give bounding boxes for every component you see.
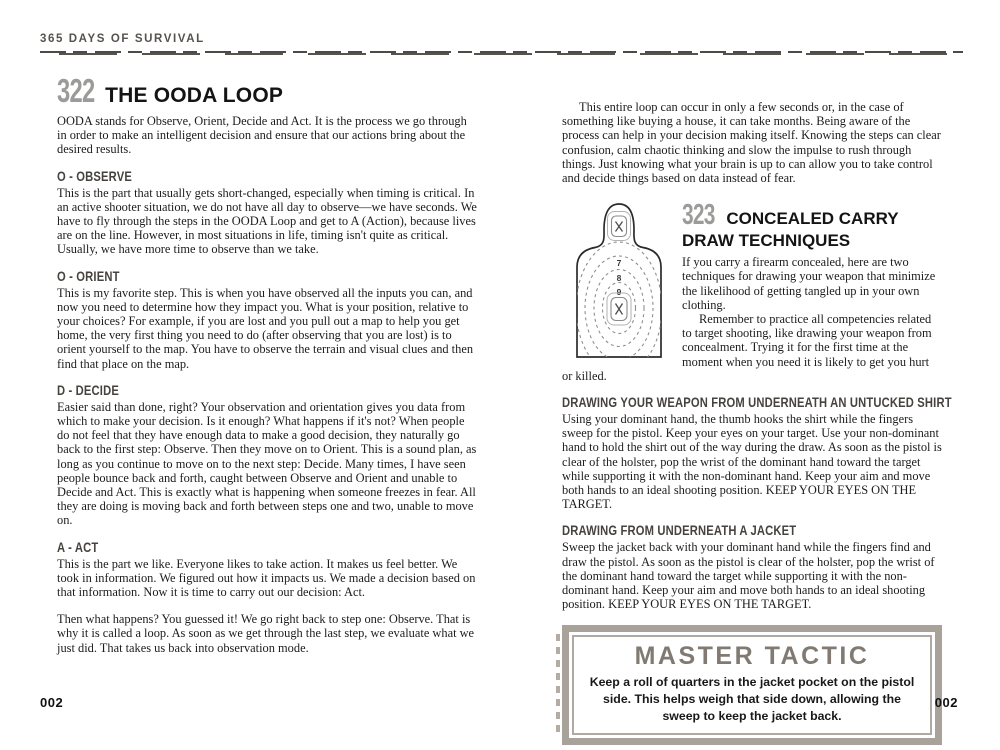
page-number-right: 002 (934, 695, 958, 710)
entry-323-title-line2: DRAW TECHNIQUES (682, 231, 851, 251)
paragraph: Remember to practice all competencies related to target shooting, like drawing your weapon from concealment. Trying it for the first time at the moment when you need it is likely to get you hurt or killed. (562, 312, 932, 383)
subhead-jacket: DRAWING FROM UNDERNEATH A JACKET (562, 522, 797, 539)
paragraph: Sweep the jacket back with your dominant hand while the fingers find and draw the pistol. As soon as the pistol is clear of the holster, pop the wrist of the dominant hand toward the target while supporting it with the non-dominant hand. Keep your aim and move both hands to an ideal shooting position. KEEP YOUR EYES ON THE TARGET. (562, 540, 935, 612)
entry-322-title: THE OODA LOOP (105, 84, 284, 107)
master-tactic-inner (572, 635, 932, 734)
ring-label-9: 9 (616, 287, 622, 298)
subhead-observe: O - OBSERVE (57, 167, 132, 184)
header-rule (40, 51, 963, 56)
entry-322-number: 322 (57, 72, 95, 109)
master-tactic-text: Keep a roll of quarters in the jacket pocket on the pistol side. This helps weigh that side down, allowing the sweep to keep the jacket back. (589, 674, 915, 723)
subhead-act: A - ACT (57, 538, 99, 555)
paragraph: Using your dominant hand, the thumb hooks the shirt while the fingers sweep for the pistol. Keep your eyes on your target. Use your non-dominant hand to hold the shirt out of the way during the draw. As soon as the pistol is clear of the holster, pop the wrist of the dominant hand toward the target while supporting it with the non-dominant hand. Keep your aim and move both hands to an ideal shooting position. KEEP YOUR EYES ON THE TARGET. (562, 412, 942, 512)
master-tactic-title: MASTER TACTIC (634, 642, 870, 671)
page-number-left: 002 (40, 695, 64, 710)
ring-label-8: 8 (616, 273, 622, 284)
paragraph: OODA stands for Observe, Orient, Decide and Act. It is the process we go through in order to make an intelligent decision and ensure that our actions bring about the desired results. (57, 114, 467, 157)
running-head: 365 DAYS OF SURVIVAL (40, 33, 205, 45)
entry-323-title-line1: CONCEALED CARRY (726, 209, 899, 229)
paragraph: If you carry a firearm concealed, here are two techniques for drawing your weapon that minimize the likelihood of getting tangled up in your own clothing. (682, 255, 936, 312)
entry-322-heading (57, 72, 478, 110)
paragraph: Then what happens? You guessed it! We go right back to step one: Observe. That is why it is called a loop. As soon as we get through the last step, we evaluate what we just did. That takes us back into observation mode. (57, 612, 475, 655)
paragraph: This is the part that usually gets short-changed, especially when timing is critical. In an active shooter situation, we do not have all day to observe—we have seconds. We have to fly through the steps in the OODA Loop and get to A (Action), because lives are on the line. However, in most situations in life, timing isn't quite as critical. Usually, we have more time to observe than we take. (57, 185, 477, 257)
entry-323-heading (682, 199, 942, 232)
subhead-decide: D - DECIDE (57, 381, 119, 398)
entry-323-number: 323 (682, 199, 715, 232)
subhead-orient: O - ORIENT (57, 267, 120, 284)
master-tactic-box (562, 625, 942, 744)
subhead-untucked-shirt: DRAWING YOUR WEAPON FROM UNDERNEATH AN UNTUCKED SHIRT (562, 394, 952, 411)
ring-label-7: 7 (616, 258, 622, 269)
silhouette-target-icon (572, 201, 666, 359)
paragraph: This entire loop can occur in only a few seconds or, in the case of something like buying a house, it can take months. Being aware of the process can help in your decision making itself. Knowing the steps can clear confusion, calm chaotic thinking and slow the impulse to rush through things. Just knowing what your brain is up to can allow you to take control and decide things based on data instead of fear. (562, 100, 941, 186)
paragraph: This is the part we like. Everyone likes to take action. It makes us feel better. We took in information. We figured out how it impacts us. We made a decision based on that information. Now it is time to carry out our decision: Act. (57, 556, 476, 600)
paragraph: Easier said than done, right? Your observation and orientation gives you data from which to make your decision. Is it enough? What happens if it's not? When people do not feel that they have enough data to make a good decision, they naturally go back to the first step: Observe. Then they move on to Orient. This is a sound plan, as long as you continue to move on to the next step: Decide. Many times, I have seen people bounce back and forth, caught between Observe and Orient and unable to Decide and Act. This is exactly what is happening when someone freezes in fear. All they are doing is moving back and forth between steps one and two, unable to move on. (57, 399, 477, 528)
column-left (57, 72, 478, 655)
paragraph: This is my favorite step. This is when you have observed all the inputs you can, and now you need to determine how they impact you. What is your position, relative to your choices? For example, if you are lost and you pull out a map to help you get home, the very first thing you need to do (after observing that you are lost) is to orient yourself to the map. You have to observe the terrain and visual clues and then find that place on the map. (57, 285, 474, 371)
